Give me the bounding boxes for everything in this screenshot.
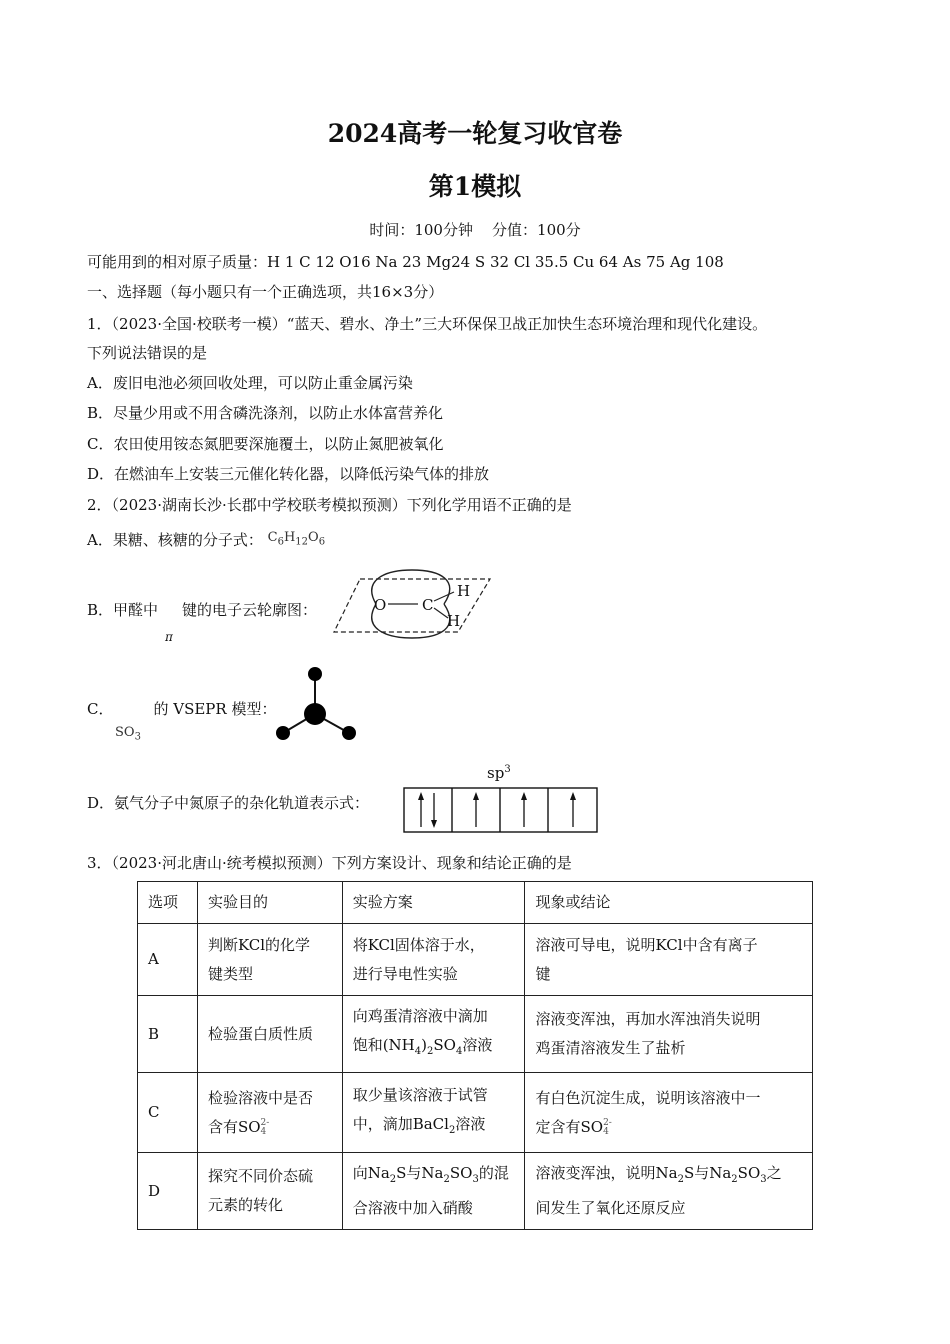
cell-line: 定含有SO 2- 4	[535, 1117, 612, 1137]
q1-option-b: B．尽量少用或不用含磷洗涤剂，以防止水体富营养化	[87, 404, 444, 422]
q2-option-c-prefix: C．	[87, 700, 114, 718]
plan-cell	[342, 996, 525, 1073]
vsepr-model	[270, 662, 360, 744]
q1-stem-line1: 1．（2023·全国·校联考一模）“蓝天、碧水、净土”三大环保保卫战正加快生态环境治理和现代化建设。	[87, 315, 768, 333]
header-cell: 现象或结论	[525, 882, 813, 924]
cell-line: 检验溶液中是否	[207, 1088, 313, 1107]
table-header-row	[138, 882, 813, 924]
cell-line: 中，滴加BaCl$_2$溶液	[352, 1114, 486, 1136]
cell-line: 间发生了氧化还原反应	[535, 1199, 686, 1217]
cell-line: 溶液可导电，说明KCl中含有离子	[535, 935, 758, 954]
atomic-masses: 可能用到的相对原子质量：H 1 C 12 O16 Na 23 Mg24 S 32 Cl 35.5 Cu 64 As 75 Ag 108	[87, 253, 724, 271]
cell-line: 取少量该溶液于试管	[352, 1085, 488, 1104]
pi-symbol: π	[165, 630, 173, 644]
purpose-cell	[197, 1073, 342, 1153]
cell-line: 溶液变浑浊，说明$Na_2S$与$Na_2SO_3$之	[535, 1164, 782, 1185]
q1-option-a: A．废旧电池必须回收处理，可以防止重金属污染	[87, 374, 413, 392]
q1-option-d: D．在燃油车上安装三元催化转化器，以降低污染气体的排放	[87, 465, 490, 483]
formaldehyde-pi-diagram	[330, 566, 495, 640]
cell-line: 判断KCl的化学	[207, 935, 311, 954]
cell-line: 向$Na_2S$与$Na_2SO_3$的混	[352, 1164, 509, 1185]
header-cell: 实验目的	[197, 882, 342, 924]
cell-line: 含有SO 2- 4	[207, 1117, 270, 1137]
q2-option-a-formula: $C_6H_{12}O_6$	[267, 530, 326, 548]
cell-line: 元素的转化	[207, 1196, 283, 1214]
cell-line: 键类型	[207, 964, 253, 983]
cell-line: 将KCl固体溶于水，	[352, 935, 485, 954]
atom-c-label: C	[422, 596, 434, 614]
result-cell	[525, 1073, 813, 1153]
cell-line: 溶液变浑浊，再加水浑浊消失说明	[535, 1010, 761, 1028]
atom-h1-label: H	[457, 582, 471, 600]
option-cell: B	[138, 996, 198, 1073]
cell-line: 探究不同价态硫	[207, 1167, 313, 1185]
cell-line: 饱和$(NH_4)_2SO_4$溶液	[352, 1036, 493, 1057]
plan-cell	[342, 1153, 525, 1230]
atom-o-label: O	[374, 596, 387, 614]
orbital-diagram	[403, 787, 599, 835]
plan-cell	[342, 1073, 525, 1153]
exam-title: 2024高考一轮复习收官卷	[327, 119, 623, 148]
cell-line: 合溶液中加入硝酸	[352, 1199, 473, 1217]
q1-option-c: C．农田使用铵态氮肥要深施覆土，以防止氮肥被氧化	[87, 435, 444, 453]
so3-formula: $SO_3$	[115, 725, 141, 743]
option-cell: D	[138, 1153, 198, 1230]
q2-option-a	[87, 529, 325, 552]
table-row	[138, 924, 813, 996]
option-cell: A	[138, 924, 198, 996]
option-cell: C	[138, 1073, 198, 1153]
cell-line: 检验蛋白质性质	[207, 1024, 313, 1043]
cell-line: 进行导电性实验	[352, 964, 458, 983]
header-cell: 选项	[138, 882, 198, 924]
q2-option-b-suffix: 键的电子云轮廓图：	[182, 601, 318, 619]
table-row	[138, 996, 813, 1073]
q3-table	[137, 881, 813, 1230]
q2-option-a-text: A．果糖、核糖的分子式：	[87, 531, 263, 549]
q3-stem: 3．（2023·河北唐山·统考模拟预测）下列方案设计、现象和结论正确的是	[87, 854, 572, 872]
purpose-cell	[197, 924, 342, 996]
plan-cell	[342, 924, 525, 996]
purpose-cell	[197, 1153, 342, 1230]
result-cell	[525, 924, 813, 996]
q1-stem-line2: 下列说法错误的是	[87, 344, 208, 362]
atom-h2-label: H	[447, 612, 461, 630]
q2-stem: 2．（2023·湖南长沙·长郡中学校联考模拟预测）下列化学用语不正确的是	[87, 496, 572, 514]
q2-option-c-suffix: 的 VSEPR 模型：	[153, 700, 277, 718]
sp3-label: $sp^3$	[487, 764, 511, 782]
section-title: 一、选择题（每小题只有一个正确选项，共16×3分）	[87, 283, 444, 301]
q2-option-b	[87, 599, 317, 620]
cell-line: 键	[535, 964, 551, 983]
table-row	[138, 1153, 813, 1230]
q2-option-d: D．氨气分子中氮原子的杂化轨道表示式：	[87, 794, 370, 812]
table-row	[138, 1073, 813, 1153]
header-cell: 实验方案	[342, 882, 525, 924]
q2-option-c	[87, 698, 276, 719]
cell-line: 有白色沉淀生成，说明该溶液中一	[535, 1088, 761, 1107]
result-cell	[525, 996, 813, 1073]
cell-line: 向鸡蛋清溶液中滴加	[352, 1007, 488, 1025]
result-cell	[525, 1153, 813, 1230]
exam-meta: 时间：100分钟 分值：100分	[369, 221, 581, 239]
cell-line: 鸡蛋清溶液发生了盐析	[535, 1039, 686, 1057]
exam-subtitle: 第1模拟	[428, 172, 522, 201]
purpose-cell	[197, 996, 342, 1073]
q2-option-b-prefix: B．甲醛中	[87, 601, 159, 619]
